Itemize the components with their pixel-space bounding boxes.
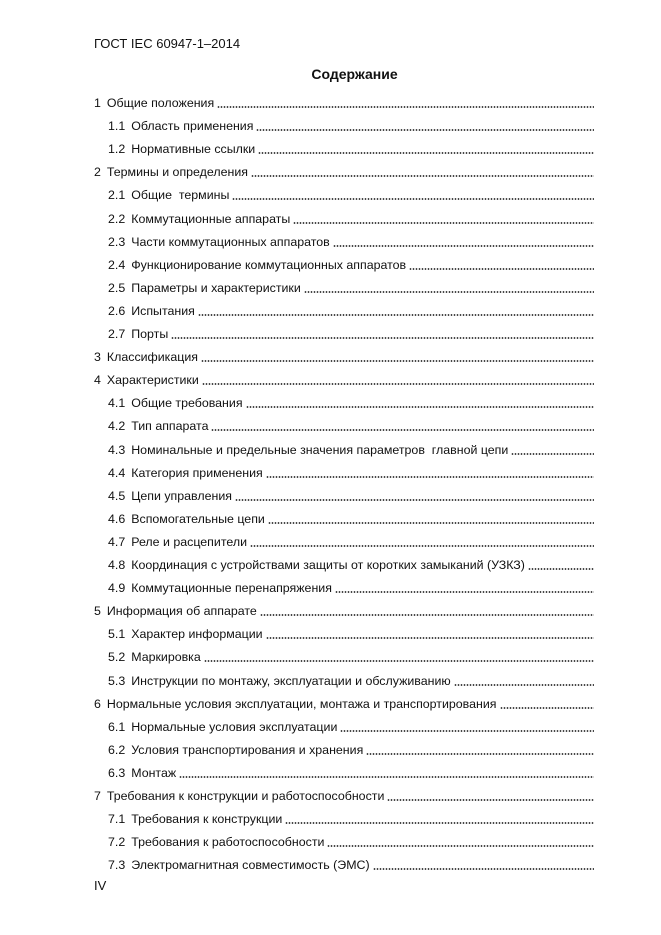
toc-dot-leader [260,614,594,616]
toc-entry-number: 4.2 [108,419,126,434]
toc-entry [94,717,594,735]
toc-dot-leader [232,198,594,200]
toc-entry-title: Электромагнитная совместимость (ЭМС) [131,858,370,873]
toc-dot-leader [304,291,594,293]
toc-dot-leader [511,453,594,455]
toc-entry-number: 2.1 [108,188,126,203]
toc-entry-title: Характер информации [131,627,263,642]
toc-dot-leader [266,476,594,478]
toc-entry-title: Координация с устройствами защиты от коротких замыканий (УЗКЗ) [131,558,525,572]
toc-entry-number: 5 [94,604,101,619]
toc-entry-number: 4.9 [108,581,126,596]
toc-entry [94,694,594,712]
toc-entry [94,532,594,550]
toc-entry-title: Нормативные ссылки [131,142,256,157]
toc-entry-title: Классификация [106,350,198,365]
toc-entry-title: Характеристики [106,373,199,388]
toc-entry [94,347,594,365]
page-number: IV [94,878,107,893]
toc-entry-title: Условия транспортирования и хранения [131,742,364,757]
toc-entry-title: Тип аппарата [131,419,209,434]
toc-entry-title: Порты [131,327,169,341]
toc-dot-leader [171,337,594,339]
toc-entry-title: Маркировка [131,650,201,665]
toc-entry-title: Параметры и характеристики [131,280,301,295]
toc-entry-title: Номинальные и предельные значения параметров главной цепи [131,442,509,457]
document-header-code: ГОСТ IEC 60947-1–2014 [94,36,241,51]
toc-dot-leader [293,222,594,224]
toc-entry [94,786,594,804]
toc-entry-title: Функционирование коммутационных аппаратов [131,257,407,272]
toc-entry [94,463,594,481]
page-title: Содержание [311,66,398,82]
toc-dot-leader [454,684,594,686]
toc-dot-leader [500,707,595,709]
toc-dot-leader [528,568,594,570]
toc-entry-number: 4.6 [108,511,126,526]
toc-entry-title: Требования к работоспособности [131,835,325,850]
toc-entry [94,93,594,111]
toc-dot-leader [256,129,594,131]
toc-entry-title: Общие положения [106,96,215,110]
toc-entry [94,740,594,758]
toc-entry-number: 7.3 [108,858,126,873]
toc-entry-title: Коммутационные перенапряжения [131,581,332,596]
toc-entry [94,209,594,227]
toc-dot-leader [246,406,594,408]
toc-dot-leader [211,429,594,431]
toc-entry-number: 2 [94,165,101,180]
toc-entry-title: Инструкции по монтажу, эксплуатации и обслуживанию [131,673,451,688]
toc-entry-number: 2.5 [108,280,126,295]
toc-entry [94,555,594,573]
toc-dot-leader [235,499,594,501]
toc-entry-title: Требования к конструкции [131,812,283,827]
toc-entry [94,486,594,504]
toc-entry-number: 4.1 [108,396,126,411]
toc-dot-leader [266,637,594,639]
toc-entry [94,162,594,180]
toc-entry [94,440,594,458]
toc-entry-title: Вспомогательные цепи [131,511,265,526]
toc-dot-leader [204,660,594,662]
toc-entry-number: 3 [94,350,101,365]
toc-entry-number: 2.2 [108,211,126,226]
toc-entry-title: Монтаж [131,765,177,780]
toc-entry-number: 2.6 [108,303,126,318]
toc-entry-title: Коммутационные аппараты [131,211,291,226]
toc-entry-number: 5.2 [108,650,126,665]
toc-entry [94,671,594,689]
toc-entry-number: 7 [94,789,101,803]
toc-entry [94,301,594,319]
toc-dot-leader [179,776,594,778]
toc-dot-leader [366,753,594,755]
toc-entry-number: 6.2 [108,742,126,757]
toc-entry-title: Нормальные условия эксплуатации, монтажа и транспортирования [106,696,497,711]
toc-entry [94,809,594,827]
toc-entry-number: 4.5 [108,488,126,503]
toc-entry [94,763,594,781]
toc-entry-number: 4.8 [108,558,126,572]
toc-entry-title: Информация об аппарате [106,604,257,619]
toc-entry-number: 6.1 [108,719,126,734]
toc-dot-leader [201,360,594,362]
toc-entry [94,185,594,203]
toc-entry-number: 2.3 [108,234,126,249]
toc-entry [94,232,594,250]
toc-dot-leader [217,106,594,108]
toc-dot-leader [387,799,594,801]
toc-entry-number: 2.7 [108,327,126,341]
toc-entry-title: Цепи управления [131,488,232,503]
toc-entry-title: Термины и определения [106,165,248,180]
toc-entry-number: 4 [94,373,101,388]
toc-entry-title: Общие требования [131,396,243,411]
toc-entry [94,832,594,850]
toc-entry-title: Испытания [131,303,195,318]
toc-entry [94,855,594,873]
toc-dot-leader [327,845,594,847]
toc-entry-title: Требования к конструкции и работоспособности [106,789,385,803]
toc-dot-leader [258,152,594,154]
toc-entry-title: Область применения [131,119,254,134]
toc-dot-leader [409,268,594,270]
toc-dot-leader [285,822,594,824]
toc-dot-leader [251,175,594,177]
toc-entry-number: 4.4 [108,465,126,480]
toc-entry-title: Общие термины [131,188,230,203]
toc-entry [94,416,594,434]
toc-entry-number: 6 [94,696,101,711]
toc-dot-leader [202,383,594,385]
toc-entry [94,255,594,273]
toc-dot-leader [335,591,594,593]
toc-entry [94,393,594,411]
toc-entry [94,139,594,157]
toc-entry-number: 1.1 [108,119,126,134]
toc-dot-leader [268,522,594,524]
toc-entry [94,647,594,665]
toc-entry [94,278,594,296]
toc-entry [94,370,594,388]
toc-entry-number: 6.3 [108,765,126,780]
toc-entry [94,578,594,596]
toc-entry-title: Части коммутационных аппаратов [131,234,330,249]
toc-entry-number: 4.3 [108,442,126,457]
toc-dot-leader [373,868,594,870]
toc-entry-title: Реле и расцепители [131,534,247,549]
toc-entry-number: 7.2 [108,835,126,850]
toc-entry [94,116,594,134]
toc-entry-number: 5.1 [108,627,126,642]
toc-entry-title: Нормальные условия эксплуатации [131,719,338,734]
toc-entry-title: Категория применения [131,465,263,480]
toc-entry-number: 7.1 [108,812,126,827]
toc-dot-leader [250,545,594,547]
toc-entry-number: 5.3 [108,673,126,688]
toc-entry [94,324,594,342]
toc-entry [94,624,594,642]
toc-entry-number: 4.7 [108,534,126,549]
toc-dot-leader [333,245,594,247]
toc-entry-number: 2.4 [108,257,126,272]
toc-entry [94,601,594,619]
toc-entry-number: 1 [94,96,101,110]
toc-dot-leader [198,314,594,316]
toc-dot-leader [340,730,594,732]
toc-entry [94,509,594,527]
toc-entry-number: 1.2 [108,142,126,157]
